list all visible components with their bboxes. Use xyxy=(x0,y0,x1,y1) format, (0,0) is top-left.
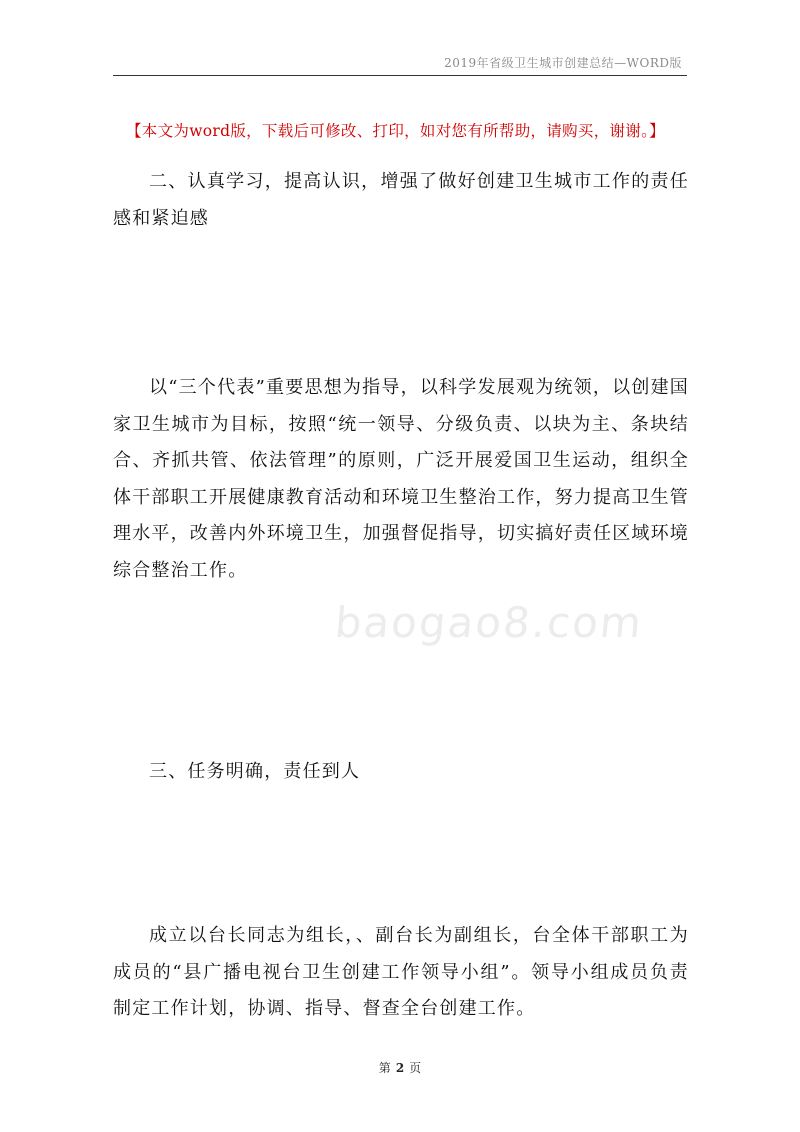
body-paragraph: 以“三个代表”重要思想为指导，以科学发展观为统领，以创建国家卫生城市为目标，按照“统一领导、分级负责、以块为主、条块结合、齐抓共管、依法管理”的原则，广泛开展爱国卫生运动，组织全体干部职工开展健康教育活动和环境卫生整治工作，努力提高卫生管理水平，改善内外环境卫生，加强督促指导，切实搞好责任区域环境综合整治工作。 xyxy=(113,377,689,581)
watermark: baogao8.com xyxy=(332,598,646,647)
footer-suffix: 页 xyxy=(409,1061,422,1075)
footer-prefix: 第 xyxy=(378,1061,391,1075)
page-number: 2 xyxy=(395,1061,405,1075)
section-heading-3: 三、任务明确，责任到人 xyxy=(149,761,361,782)
section-heading-2: 二、认真学习，提高认识，增强了做好创建卫生城市工作的责任感和紧迫感 xyxy=(113,171,689,229)
header-divider xyxy=(113,75,687,76)
header-title: 2019年省级卫生城市创建总结—WORD版 xyxy=(444,56,682,70)
body-paragraph: 成立以台长同志为组长，、副台长为副组长，台全体干部职工为成员的“县广播电视台卫生创建工作领导小组”。领导小组成员负责制定工作计划，协调、指导、督查全台创建工作。 xyxy=(113,925,689,1019)
purchase-notice: 【本文为word版，下载后可修改、打印，如对您有所帮助，请购买，谢谢。】 xyxy=(126,122,665,140)
page-footer xyxy=(0,1059,800,1076)
